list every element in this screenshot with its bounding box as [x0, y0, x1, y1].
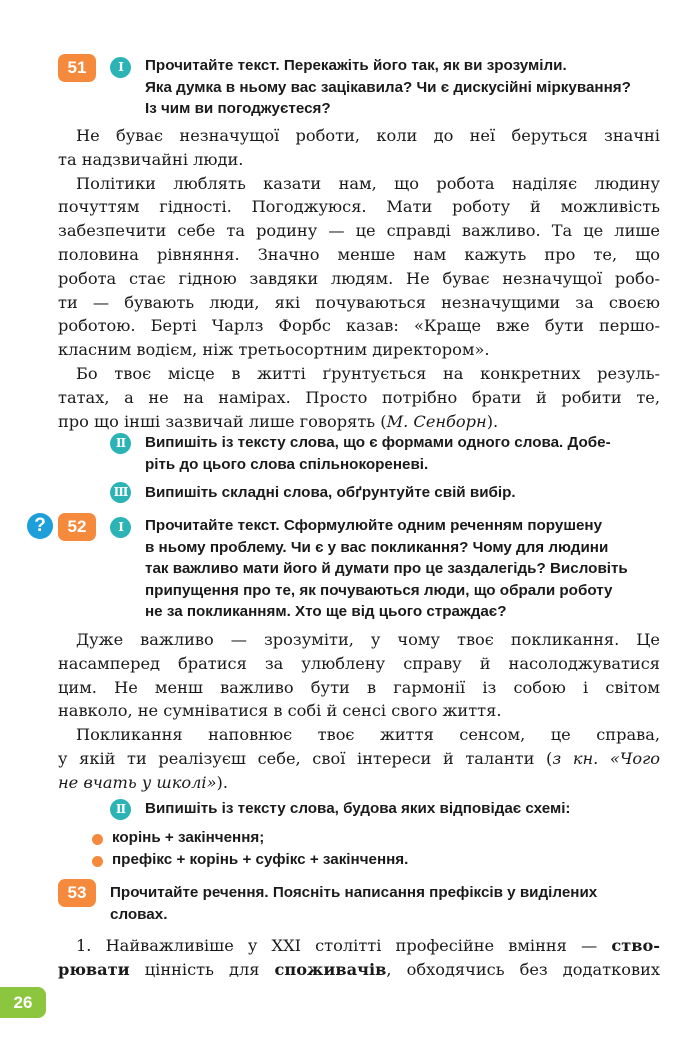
- exercise-52-text: [58, 628, 660, 795]
- source-citation: не вчать у школі»: [58, 772, 217, 792]
- text-line: 1. Найважливіше у XXI столітті професійне вміння — ство-: [76, 936, 660, 955]
- text-line: Політики люблять казати нам, що робота наділяє людину: [76, 173, 660, 193]
- exercise-51-task-2: Випишіть із тексту слова, що є формами одного слова. Добе- ріть до цього слова спільнокореневі.: [145, 434, 611, 473]
- level-ii-icon: II: [110, 433, 131, 454]
- text-line: забезпечити себе та родину — це справді важливо. Та це лише: [58, 221, 660, 241]
- text-line: роботою. Берті Чарлз Форбс казав: «Краще вже бути першо-: [58, 316, 660, 336]
- text-line: рювати цінність для споживачів, обходячись без додаткових: [58, 959, 660, 979]
- exercise-52-number: 52: [58, 513, 96, 541]
- source-citation: з кн. «Чого: [552, 748, 661, 768]
- text-line: не вчать у школі»).: [58, 772, 228, 792]
- text-line: татах, а не на намірах. Просто потрібно брати й робити те,: [58, 387, 660, 407]
- scheme-item: корінь + закінчення;: [112, 829, 264, 846]
- exercise-53-task: Прочитайте речення. Поясніть написання префіксів у виділених словах.: [110, 884, 598, 923]
- text-line: робота стає гідною завдяки людям. Не буває незначущої робо-: [58, 268, 660, 288]
- exercise-51-text: [58, 124, 660, 433]
- page-number: 26: [0, 987, 46, 1018]
- exercise-53-text: [58, 934, 660, 982]
- exercise-51-task: Прочитайте текст. Перекажіть його так, як ви зрозуміли. Яка думка в ньому вас зацікавила? Чи є дискусійні міркування? Із чим ви погоджуєтеся?: [145, 57, 631, 117]
- text-line: Дуже важливо — зрозуміти, у чому твоє покликання. Це: [76, 630, 660, 649]
- exercise-52-task: Прочитайте текст. Сформулюйте одним реченням порушену в ньому проблему. Чи є у вас покликання? Чому для людини так важливо мати його й думати про це заздалегідь? Висловіть припущення про те, як почуваються люди, що обрали роботу не за покликанням. Хто ще від цього страждає?: [145, 517, 628, 620]
- text-line: та надзвичайні люди.: [58, 149, 244, 169]
- question-icon: ?: [27, 513, 53, 539]
- text-line: Не буває незначущої роботи, коли до неї беруться значні: [76, 126, 660, 145]
- text-line: навколо, не сумніватися в собі й сенсі свого життя.: [58, 701, 502, 721]
- text-line: половина рівняння. Значно менше нам кажуть про те, що: [58, 244, 660, 264]
- text-line: ти — бувають люди, які почуваються незначущими за своєю: [58, 292, 660, 312]
- exercise-51-number: 51: [58, 54, 96, 82]
- highlighted-word: ство-: [611, 936, 660, 955]
- level-ii-icon: II: [110, 799, 131, 820]
- exercise-53-number: 53: [58, 879, 96, 907]
- author-name: М. Сенборн: [386, 411, 487, 431]
- highlighted-word: рювати: [58, 959, 130, 979]
- scheme-item: префікс + корінь + суфікс + закінчення.: [112, 851, 408, 868]
- highlighted-word: споживачів: [274, 959, 387, 979]
- text-line: Бо твоє місце в житті ґрунтується на конкретних резуль-: [76, 363, 660, 383]
- exercise-52-task-2: Випишіть із тексту слова, будова яких відповідає схемі:: [145, 800, 571, 817]
- exercise-51-task-3: Випишіть складні слова, обґрунтуйте свій вибір.: [145, 484, 516, 501]
- text-line: класним водієм, ніж третьосортним директором».: [58, 340, 490, 360]
- text-line: про що інші зазвичай лише говорять (М. Сенборн).: [58, 411, 499, 431]
- level-i-icon: I: [110, 517, 131, 538]
- text-line: Покликання наповнює твоє життя сенсом, це справа,: [76, 725, 660, 745]
- bullet-icon: [92, 856, 103, 867]
- level-i-icon: I: [110, 57, 131, 78]
- bullet-icon: [92, 834, 103, 845]
- text-line: цим. Не менш важливо бути в гармонії із собою і світом: [58, 677, 660, 697]
- text-line: почуттям гідності. Погоджуюся. Мати роботу й можливість: [58, 197, 660, 217]
- text-line: насамперед братися за улюблену справу й насолоджуватися: [58, 653, 660, 673]
- level-iii-icon: III: [110, 482, 131, 503]
- text-line: у якій ти реалізуєш себе, свої інтереси й таланти (з кн. «Чого: [58, 748, 661, 768]
